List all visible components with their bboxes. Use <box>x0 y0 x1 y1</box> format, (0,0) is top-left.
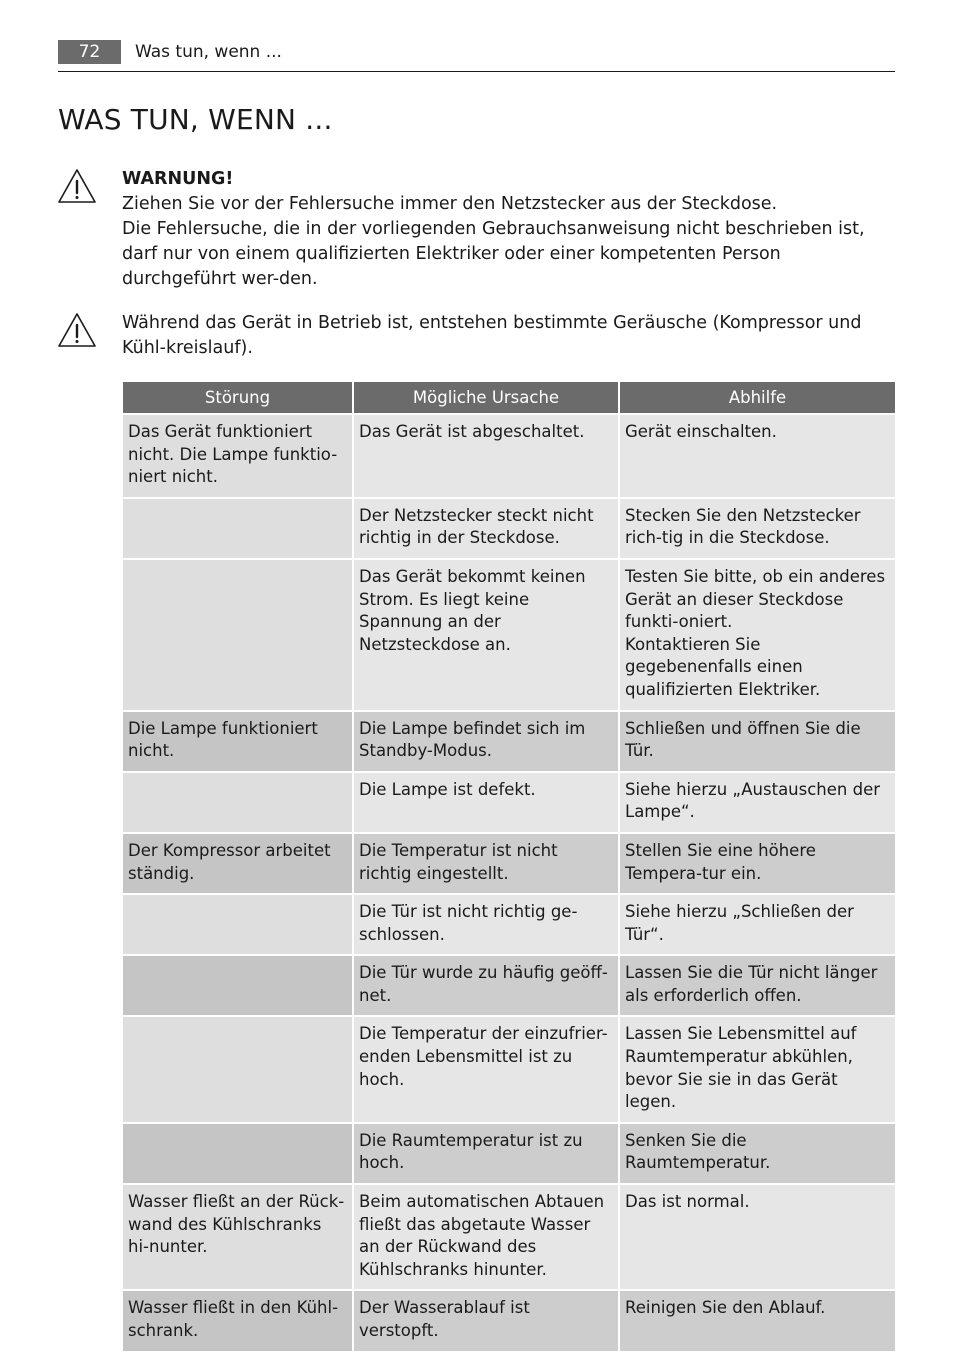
remedy-cell: Senken Sie die Raumtemperatur. <box>620 1124 895 1183</box>
cause-cell: Das Gerät bekommt keinen Strom. Es liegt keine Spannung an der Netzsteckdose an. <box>354 560 618 710</box>
remedy-cell: Das ist normal. <box>620 1185 895 1289</box>
column-header-cause: Mögliche Ursache <box>354 382 618 413</box>
remedy-cell: Gerät einschalten. <box>620 415 895 497</box>
remedy-cell: Stecken Sie den Netzstecker rich-tig in die Steckdose. <box>620 499 895 558</box>
problem-cell <box>123 773 352 832</box>
table-row <box>123 712 895 771</box>
problem-cell: Wasser fließt an der Rück-wand des Kühlschranks hi-nunter. <box>123 1185 352 1289</box>
remedy-cell: Schließen und öffnen Sie die Tür. <box>620 712 895 771</box>
problem-cell: Wasser fließt in den Kühl-schrank. <box>123 1291 352 1350</box>
table-row <box>123 1017 895 1121</box>
column-header-remedy: Abhilfe <box>620 382 895 413</box>
cause-cell: Der Wasserablauf ist verstopft. <box>354 1291 618 1350</box>
problem-cell: Der Kompressor arbeitet ständig. <box>123 834 352 893</box>
table-row <box>123 834 895 893</box>
caution-note <box>122 311 892 361</box>
warning-heading: WARNUNG! <box>122 169 234 189</box>
cause-cell: Die Lampe ist defekt. <box>354 773 618 832</box>
remedy-cell: Siehe hierzu „Schließen der Tür“. <box>620 895 895 954</box>
table-row <box>123 1124 895 1183</box>
problem-cell: Das Gerät funktioniert nicht. Die Lampe funktio-niert nicht. <box>123 415 352 497</box>
page-title: WAS TUN, WENN ... <box>58 103 333 136</box>
warning-triangle-icon <box>57 168 97 204</box>
table-row <box>123 956 895 1015</box>
column-header-problem: Störung <box>123 382 352 413</box>
problem-cell <box>123 895 352 954</box>
cause-cell: Der Netzstecker steckt nicht richtig in der Steckdose. <box>354 499 618 558</box>
remedy-cell: Siehe hierzu „Austauschen der Lampe“. <box>620 773 895 832</box>
running-title: Was tun, wenn ... <box>135 42 282 62</box>
table-row <box>123 895 895 954</box>
table-row <box>123 499 895 558</box>
remedy-cell: Lassen Sie Lebensmittel auf Raumtemperatur abkühlen, bevor Sie sie in das Gerät legen. <box>620 1017 895 1121</box>
page-number: 72 <box>58 40 121 64</box>
cause-cell: Die Tür wurde zu häufig geöff-net. <box>354 956 618 1015</box>
table-header-row <box>123 382 895 413</box>
problem-cell <box>123 499 352 558</box>
cause-cell: Das Gerät ist abgeschaltet. <box>354 415 618 497</box>
remedy-cell: Reinigen Sie den Ablauf. <box>620 1291 895 1350</box>
cause-cell: Die Raumtemperatur ist zu hoch. <box>354 1124 618 1183</box>
warning-line-2: Die Fehlersuche, die in der vorliegenden Gebrauchsanweisung nicht beschrieben ist, darf nur von einem qualifizierten Elektriker oder einer kompetenten Person durchgeführt wer-den. <box>122 219 865 289</box>
remedy-cell: Lassen Sie die Tür nicht länger als erforderlich offen. <box>620 956 895 1015</box>
page-header <box>58 40 895 72</box>
warning-note <box>122 167 892 292</box>
table-row <box>123 773 895 832</box>
caution-triangle-icon <box>57 312 97 348</box>
cause-cell: Die Tür ist nicht richtig ge-schlossen. <box>354 895 618 954</box>
table-row <box>123 1291 895 1350</box>
cause-cell: Beim automatischen Abtauen fließt das abgetaute Wasser an der Rückwand des Kühlschranks hinunter. <box>354 1185 618 1289</box>
problem-cell <box>123 956 352 1015</box>
remedy-line: Testen Sie bitte, ob ein anderes Gerät an dieser Steckdose funkti-oniert. <box>625 566 886 632</box>
problem-cell: Die Lampe funktioniert nicht. <box>123 712 352 771</box>
problem-cell <box>123 560 352 710</box>
table-row <box>123 415 895 497</box>
problem-cell <box>123 1124 352 1183</box>
cause-cell: Die Lampe befindet sich im Standby-Modus. <box>354 712 618 771</box>
table-row <box>123 1185 895 1289</box>
remedy-line: Kontaktieren Sie gegebenenfalls einen qualifizierten Elektriker. <box>625 634 821 699</box>
table-row <box>123 560 895 710</box>
remedy-cell: Stellen Sie eine höhere Tempera-tur ein. <box>620 834 895 893</box>
problem-cell <box>123 1017 352 1121</box>
cause-cell: Die Temperatur der einzufrier-enden Lebensmittel ist zu hoch. <box>354 1017 618 1121</box>
warning-line-1: Ziehen Sie vor der Fehlersuche immer den Netzstecker aus der Steckdose. <box>122 194 778 214</box>
remedy-cell <box>620 560 895 710</box>
cause-cell: Die Temperatur ist nicht richtig eingestellt. <box>354 834 618 893</box>
caution-text: Während das Gerät in Betrieb ist, entstehen bestimmte Geräusche (Kompressor und Kühl-kreislauf). <box>122 313 862 358</box>
troubleshooting-table <box>121 380 897 1353</box>
